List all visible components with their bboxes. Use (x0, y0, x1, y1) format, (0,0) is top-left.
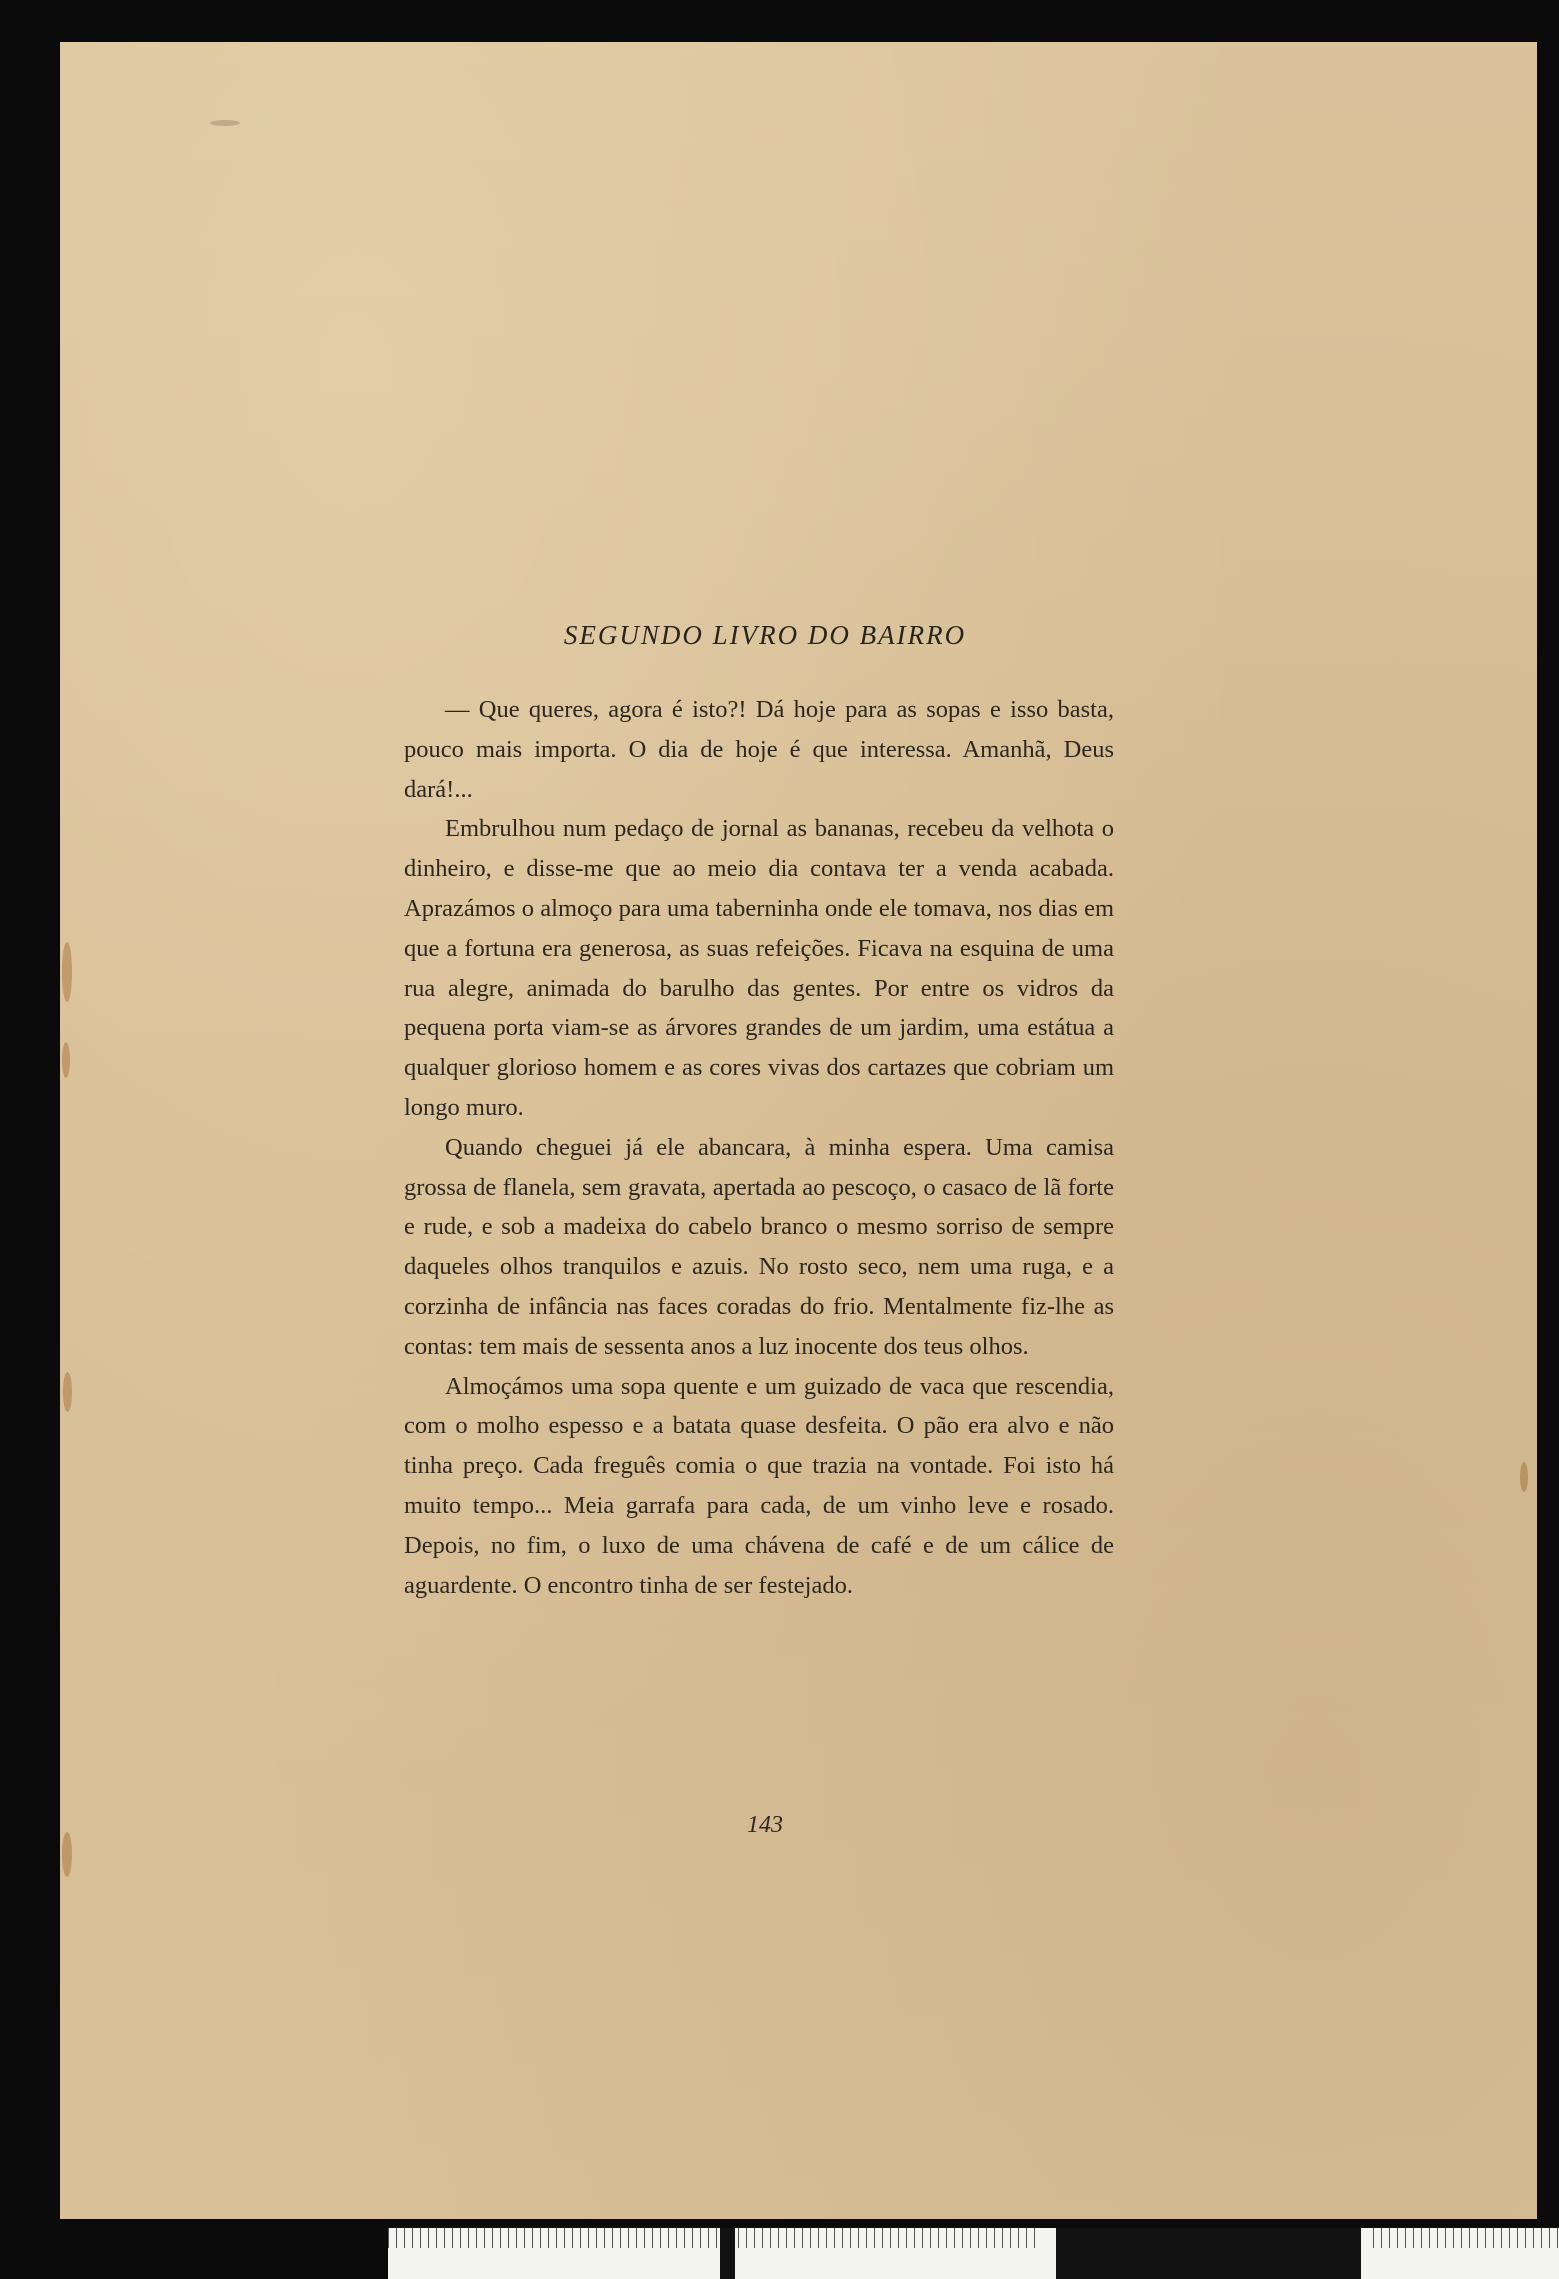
foxing-stain (62, 1042, 70, 1078)
paragraph: Quando cheguei já ele abancara, à minha espera. Uma camisa grossa de flanela, sem gravata, apertada ao pescoço, o casaco de lã forte e rude, e sob a madeixa do cabelo branco o mesmo sorriso de sempre daqueles olhos tranquilos e azuis. No rosto seco, nem uma ruga, e a corzinha de infância nas faces coradas do frio. Mentalmente fiz-lhe as contas: tem mais de sessenta anos a luz inocente dos teus olhos. (404, 1133, 1114, 1360)
foxing-stain (210, 120, 240, 126)
paragraph: — Que queres, agora é isto?! Dá hoje para as sopas e isso basta, pouco mais importa. O dia de hoje é que interessa. Amanhã, Deus dará!... (404, 696, 1114, 803)
ruler-ticks (1373, 2228, 1559, 2248)
paragraph: Almoçámos uma sopa quente e um guizado de vaca que rescendia, com o molho espesso e a batata quase desfeita. O pão era alvo e não tinha preço. Cada freguês comia o que trazia na vontade. Foi isto há muito tempo... Meia garrafa para cada, de um vinho leve e rosado. Depois, no fim, o luxo de uma chávena de café e de um cálice de aguardente. O encontro tinha de ser festejado. (404, 1372, 1114, 1599)
ruler-ticks (388, 2228, 718, 2248)
ruler-dark-segment (720, 2228, 735, 2279)
paragraph: Embrulhou num pedaço de jornal as bananas, recebeu da velhota o dinheiro, e disse-me que ao meio dia contava ter a venda acabada. Aprazámos o almoço para uma taberninha onde ele tomava, nos dias em que a fortuna era generosa, as suas refeições. Ficava na esquina de uma rua alegre, animada do barulho das gentes. Por entre os vidros da pequena porta viam-se as árvores grandes de um jardim, uma estátua a qualquer glorioso homem e as cores vivas dos cartazes que cobriam um longo muro. (404, 815, 1114, 1121)
chapter-heading: SEGUNDO LIVRO DO BAIRRO (563, 620, 967, 650)
scale-ruler (388, 2228, 1559, 2279)
page-number: 143 (747, 1812, 783, 1838)
foxing-stain (63, 1372, 72, 1412)
body-text (404, 690, 1114, 1605)
foxing-stain (62, 942, 72, 1002)
ruler-dark-segment (1056, 2228, 1361, 2279)
foxing-stain (1520, 1462, 1528, 1492)
ruler-ticks (738, 2228, 1038, 2248)
